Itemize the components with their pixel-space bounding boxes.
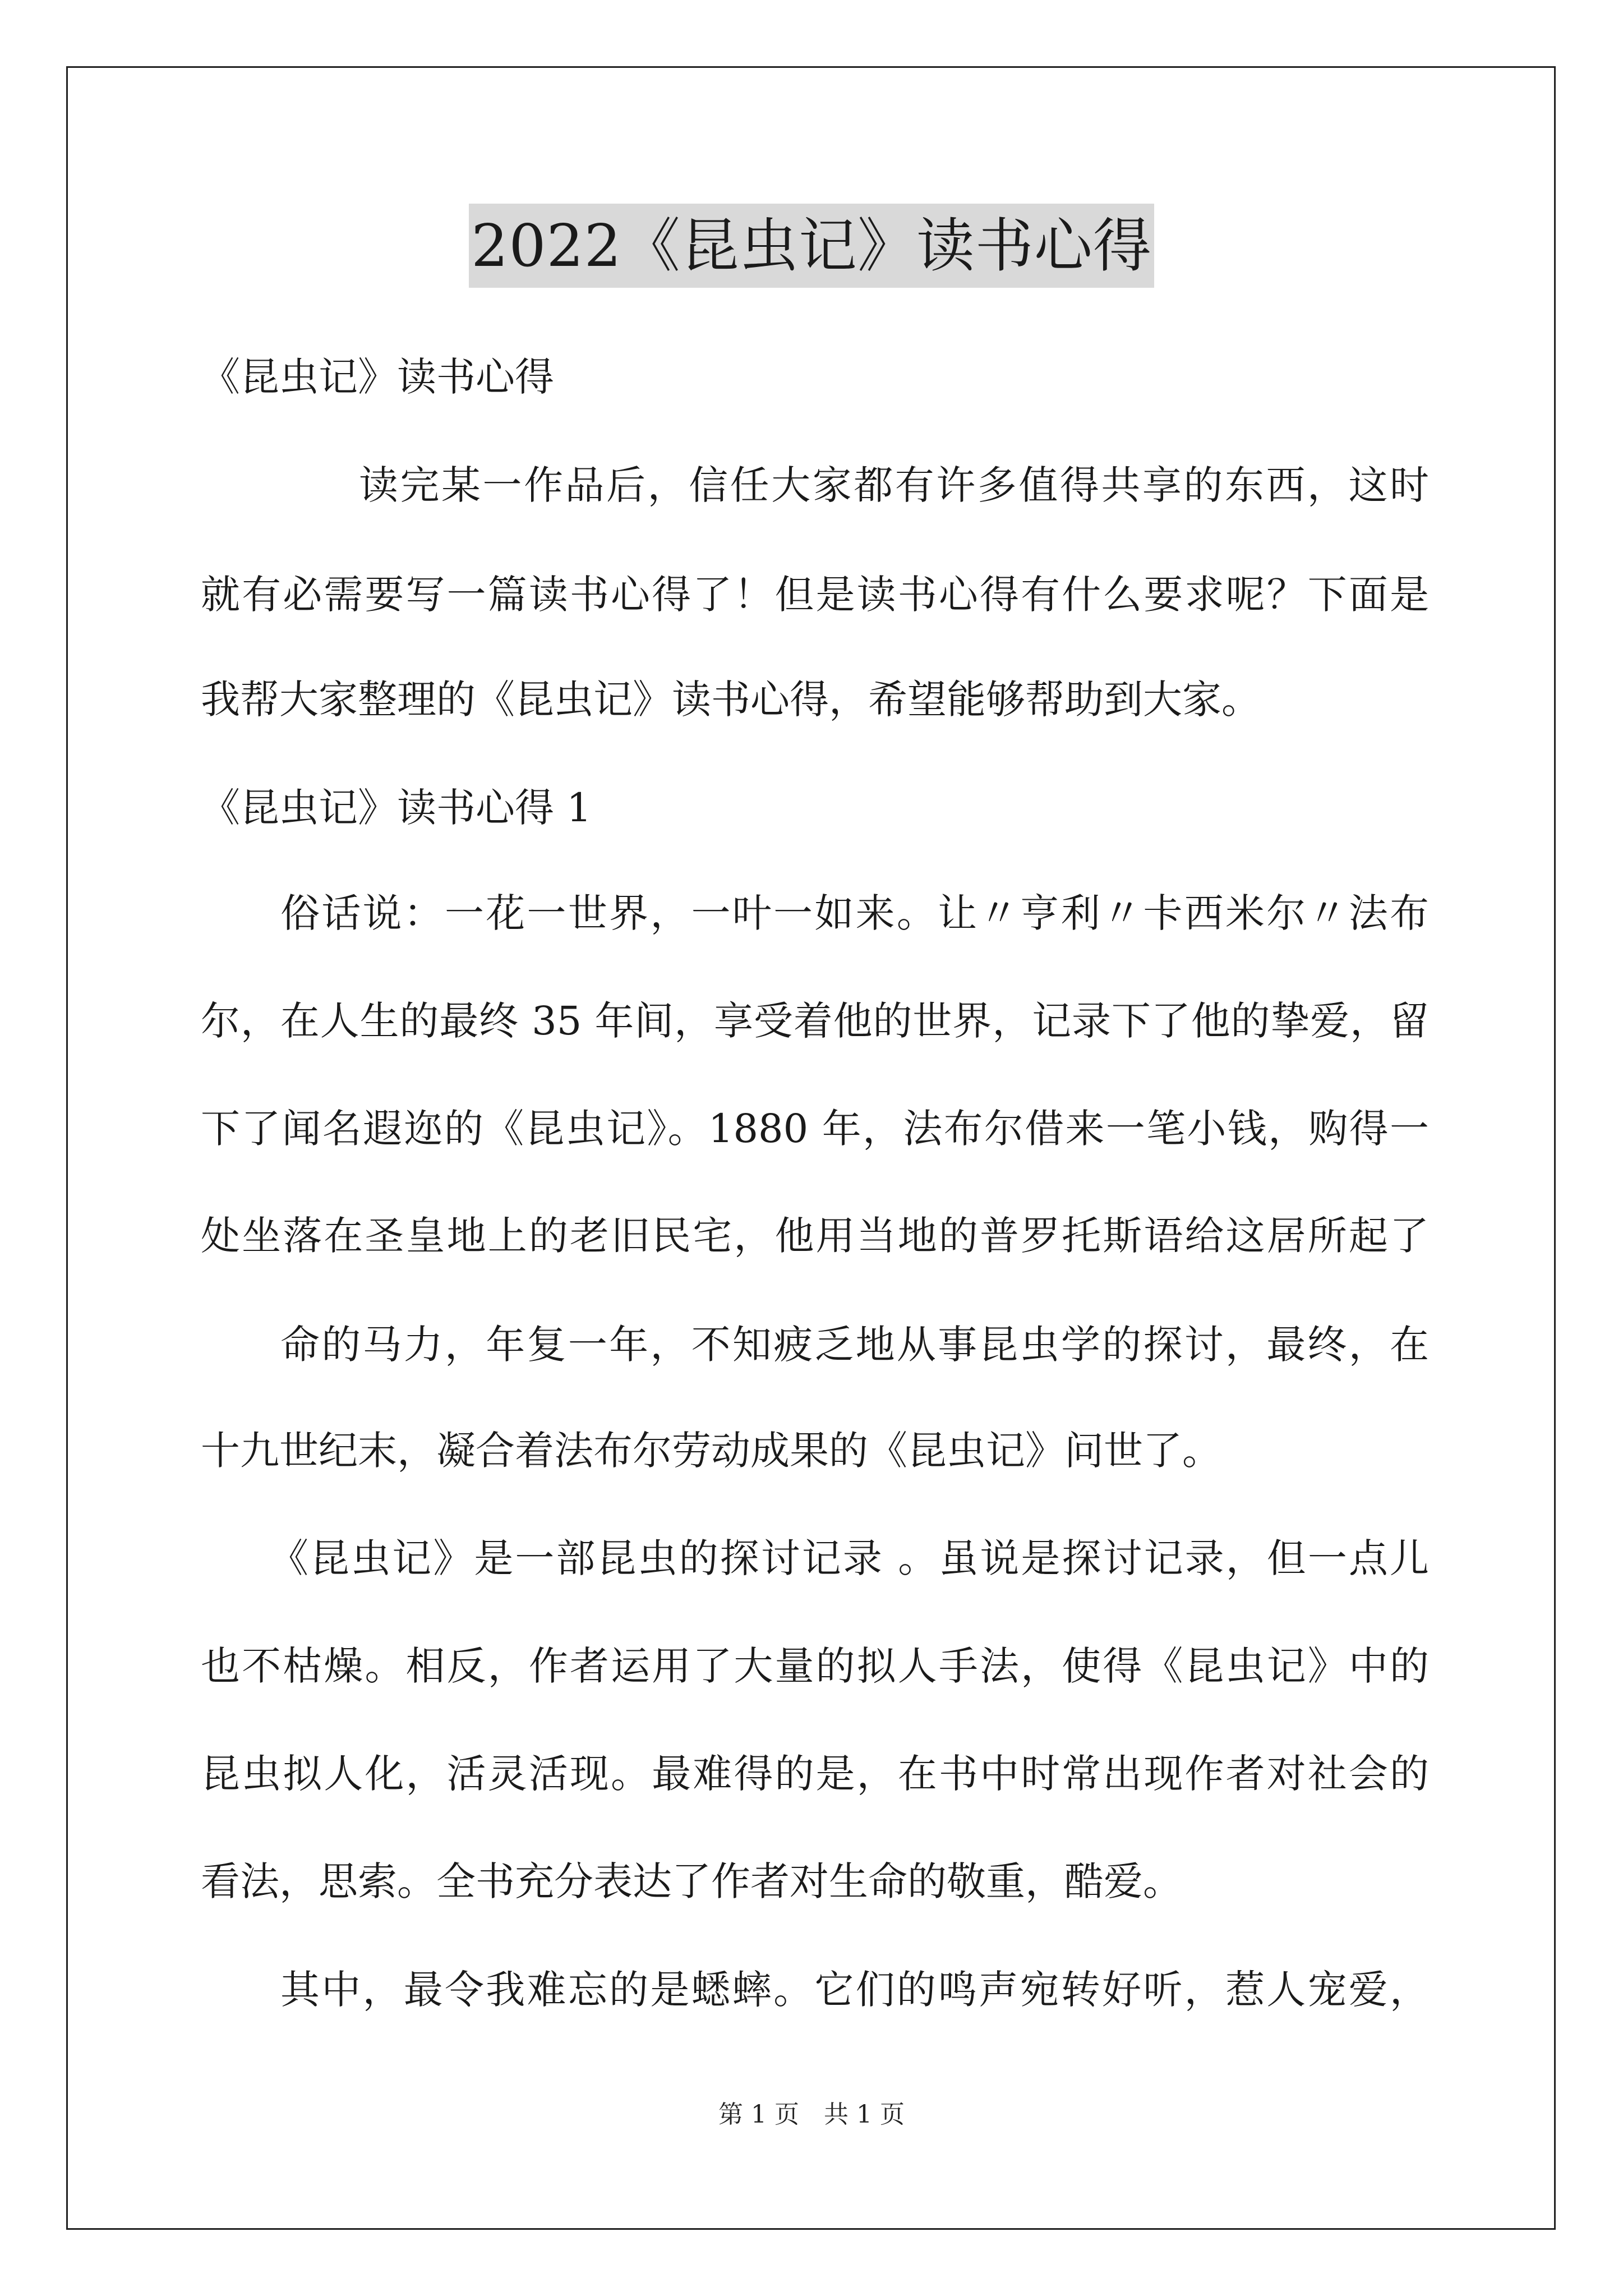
paragraph-line: 十九世纪末，凝合着法布尔劳动成果的《昆虫记》问世了。 [201,1428,1221,1474]
section-heading: 《昆虫记》读书心得 1 [201,785,592,831]
paragraph-line: 就有必需要写一篇读书心得了！但是读书心得有什么要求呢？下面是 [201,572,1429,618]
paragraph-line: 《昆虫记》读书心得 [201,354,554,400]
paragraph-line: 看法，思索。全书充分表达了作者对生命的敬重，酷爱。 [201,1858,1182,1904]
paragraph-line: 我帮大家整理的《昆虫记》读书心得，希望能够帮助到大家。 [201,677,1261,723]
paragraph-line: 命的马力，年复一年，不知疲乏地从事昆虫学的探讨，最终，在 [280,1322,1429,1368]
page-footer: 第 1 页 共 1 页 [718,2100,905,2129]
paragraph-line: 其中，最令我难忘的是蟋蟀。它们的鸣声宛转好听，惹人宠爱， [280,1967,1429,2013]
paragraph-line: 尔，在人生的最终 35 年间，享受着他的世界，记录下了他的挚爱，留 [201,998,1429,1044]
paragraph-line: 处坐落在圣皇地上的老旧民宅，他用当地的普罗托斯语给这居所起了 [201,1213,1429,1259]
document-title: 2022《昆虫记》读书心得 [469,204,1154,288]
paragraph-line: 读完某一作品后，信任大家都有许多值得共享的东西，这时 [359,462,1429,508]
paragraph-line: 昆虫拟人化，活灵活现。最难得的是，在书中时常出现作者对社会的 [201,1751,1429,1797]
paragraph-line: 下了闻名遐迩的《昆虫记》。1880 年，法布尔借来一笔小钱，购得一 [201,1106,1429,1152]
paragraph-line: 俗话说：一花一世界，一叶一如来。让〃亨利〃卡西米尔〃法布 [280,890,1429,936]
document-title-wrap [0,204,1623,288]
paragraph-line: 《昆虫记》是一部昆虫的探讨记录 。虽说是探讨记录，但一点儿 [269,1535,1429,1581]
paragraph-line: 也不枯燥。相反，作者运用了大量的拟人手法，使得《昆虫记》中的 [201,1643,1429,1689]
